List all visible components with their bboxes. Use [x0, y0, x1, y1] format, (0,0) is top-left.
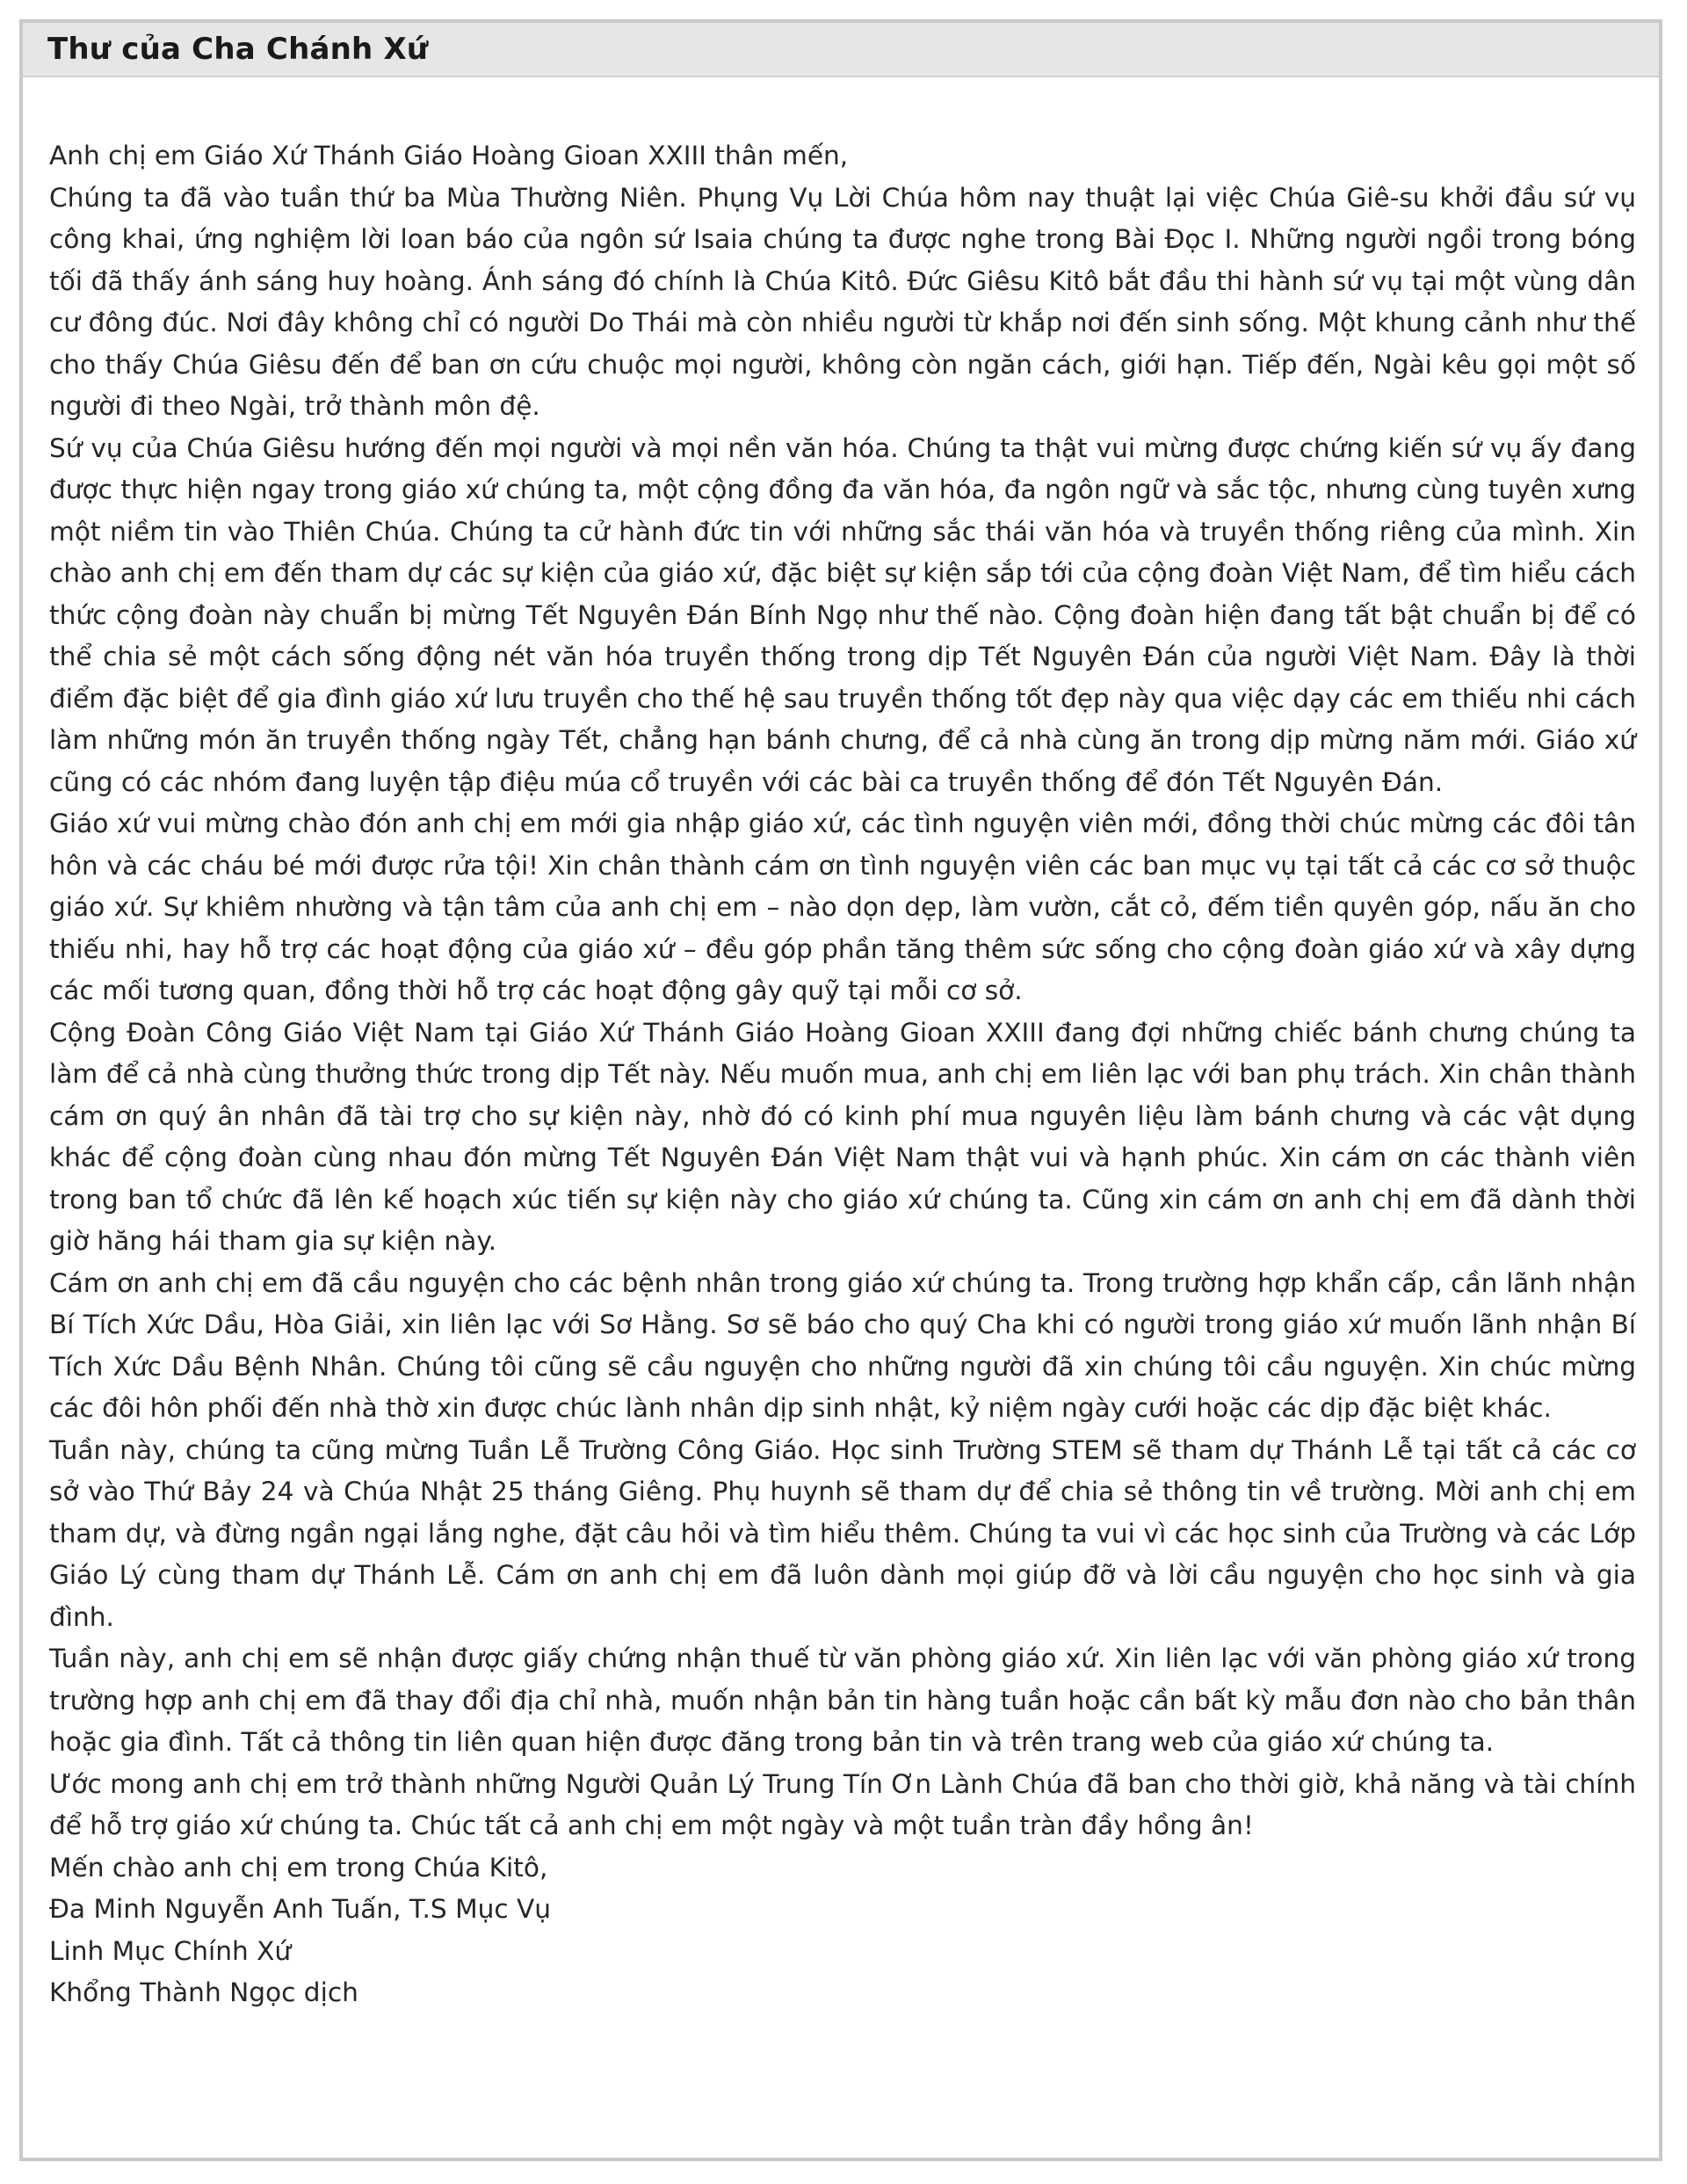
letter-body — [23, 77, 1659, 2014]
letter-paragraph-3: Giáo xứ vui mừng chào đón anh chị em mới gia nhập giáo xứ, các tình nguyện viên mới, đồng thời chúc mừng các đôi tân hôn và các cháu bé mới được rửa tội! Xin chân thành cám ơn tình nguyện viên các ban mục vụ tại tất cả các cơ sở thuộc giáo xứ. Sự khiêm nhường và tận tâm của anh chị em – nào dọn dẹp, làm vườn, cắt cỏ, đếm tiền quyên góp, nấu ăn cho thiếu nhi, hay hỗ trợ các hoạt động của giáo xứ – đều góp phần tăng thêm sức sống cho cộng đoàn giáo xứ và xây dựng các mối tương quan, đồng thời hỗ trợ các hoạt động gây quỹ tại mỗi cơ sở. — [49, 809, 1636, 1005]
translator-credit: Khổng Thành Ngọc dịch — [49, 1977, 358, 2007]
signature-name: Đa Minh Nguyễn Anh Tuấn, T.S Mục Vụ — [49, 1894, 552, 1924]
letter-paragraph-2: Sứ vụ của Chúa Giêsu hướng đến mọi người và mọi nền văn hóa. Chúng ta thật vui mừng được chứng kiến sứ vụ ấy đang được thực hiện ngay trong giáo xứ chúng ta, một cộng đồng đa văn hóa, đa ngôn ngữ và sắc tộc, nhưng cùng tuyên xưng một niềm tin vào Thiên Chúa. Chúng ta cử hành đức tin với những sắc thái văn hóa và truyền thống riêng của mình. Xin chào anh chị em đến tham dự các sự kiện của giáo xứ, đặc biệt sự kiện sắp tới của cộng đoàn Việt Nam, để tìm hiểu cách thức cộng đoàn này chuẩn bị mừng Tết Nguyên Đán Bính Ngọ như thế nào. Cộng đoàn hiện đang tất bật chuẩn bị để có thể chia sẻ một cách sống động nét văn hóa truyền thống trong dịp Tết Nguyên Đán của người Việt Nam. Đây là thời điểm đặc biệt để gia đình giáo xứ lưu truyền cho thế hệ sau truyền thống tốt đẹp này qua việc dạy các em thiếu nhi cách làm những món ăn truyền thống ngày Tết, chẳng hạn bánh chưng, để cả nhà cùng ăn trong dịp mừng năm mới. Giáo xứ cũng có các nhóm đang luyện tập điệu múa cổ truyền với các bài ca truyền thống để đón Tết Nguyên Đán. — [49, 432, 1636, 797]
letter-closing: Mến chào anh chị em trong Chúa Kitô, — [49, 1852, 548, 1883]
letter-paragraph-6: Tuần này, chúng ta cũng mừng Tuần Lễ Trường Công Giáo. Học sinh Trường STEM sẽ tham dự Thánh Lễ tại tất cả các cơ sở vào Thứ Bảy 24 và Chúa Nhật 25 tháng Giêng. Phụ huynh sẽ tham dự để chia sẻ thông tin về trường. Mời anh chị em tham dự, và đừng ngần ngại lắng nghe, đặt câu hỏi và tìm hiểu thêm. Chúng ta vui vì các học sinh của Trường và các Lớp Giáo Lý cùng tham dự Thánh Lễ. Cám ơn anh chị em đã luôn dành mọi giúp đỡ và lời cầu nguyện cho học sinh và gia đình. — [49, 1434, 1636, 1632]
letter-paragraph-7: Tuần này, anh chị em sẽ nhận được giấy chứng nhận thuế từ văn phòng giáo xứ. Xin liên lạc với văn phòng giáo xứ trong trường hợp anh chị em đã thay đổi địa chỉ nhà, muốn nhận bản tin hàng tuần hoặc cần bất kỳ mẫu đơn nào cho bản thân hoặc gia đình. Tất cả thông tin liên quan hiện được đăng trong bản tin và trên trang web của giáo xứ chúng ta. — [49, 1643, 1636, 1757]
letter-greeting: Anh chị em Giáo Xứ Thánh Giáo Hoàng Gioan XXIII thân mến, — [49, 141, 849, 171]
letter-header — [23, 23, 1659, 77]
letter-title: Thư của Cha Chánh Xứ — [47, 32, 429, 67]
letter-paragraph-1: Chúng ta đã vào tuần thứ ba Mùa Thường Niên. Phụng Vụ Lời Chúa hôm nay thuật lại việc Chúa Giê-su khởi đầu sứ vụ công khai, ứng nghiệm lời loan báo của ngôn sứ Isaia chúng ta được nghe trong Bài Đọc I. Những người ngồi trong bóng tối đã thấy ánh sáng huy hoàng. Ánh sáng đó chính là Chúa Kitô. Đức Giêsu Kitô bắt đầu thi hành sứ vụ tại một vùng dân cư đông đúc. Nơi đây không chỉ có người Do Thái mà còn nhiều người từ khắp nơi đến sinh sống. Một khung cảnh như thế cho thấy Chúa Giêsu đến để ban ơn cứu chuộc mọi người, không còn ngăn cách, giới hạn. Tiếp đến, Ngài kêu gọi một số người đi theo Ngài, trở thành môn đệ. — [49, 182, 1636, 421]
letter-paragraph-4: Cộng Đoàn Công Giáo Việt Nam tại Giáo Xứ Thánh Giáo Hoàng Gioan XXIII đang đợi những chiếc bánh chưng chúng ta làm để cả nhà cùng thưởng thức trong dịp Tết này. Nếu muốn mua, anh chị em liên lạc với ban phụ trách. Xin chân thành cám ơn quý ân nhân đã tài trợ cho sự kiện này, nhờ đó có kinh phí mua nguyên liệu làm bánh chưng và các vật dụng khác để cộng đoàn cùng nhau đón mừng Tết Nguyên Đán Việt Nam thật vui và hạnh phúc. Xin cám ơn các thành viên trong ban tổ chức đã lên kế hoạch xúc tiến sự kiện này cho giáo xứ chúng ta. Cũng xin cám ơn anh chị em đã dành thời giờ hăng hái tham gia sự kiện này. — [49, 1017, 1636, 1256]
signature-role: Linh Mục Chính Xứ — [49, 1935, 292, 1966]
letter-paragraph-5: Cám ơn anh chị em đã cầu nguyện cho các bệnh nhân trong giáo xứ chúng ta. Trong trường hợp khẩn cấp, cần lãnh nhận Bí Tích Xức Dầu, Hòa Giải, xin liên lạc với Sơ Hằng. Sơ sẽ báo cho quý Cha khi có người trong giáo xứ muốn lãnh nhận Bí Tích Xức Dầu Bệnh Nhân. Chúng tôi cũng sẽ cầu nguyện cho những người đã xin chúng tôi cầu nguyện. Xin chúc mừng các đôi hôn phối đến nhà thờ xin được chúc lành nhân dịp sinh nhật, kỷ niệm ngày cưới hoặc các dịp đặc biệt khác. — [49, 1267, 1636, 1423]
letter-frame — [19, 19, 1662, 2161]
letter-paragraph-8: Ước mong anh chị em trở thành những Người Quản Lý Trung Tín Ơn Lành Chúa đã ban cho thời giờ, khả năng và tài chính để hỗ trợ giáo xứ chúng ta. Chúc tất cả anh chị em một ngày và một tuần tràn đầy hồng ân! — [49, 1768, 1636, 1840]
